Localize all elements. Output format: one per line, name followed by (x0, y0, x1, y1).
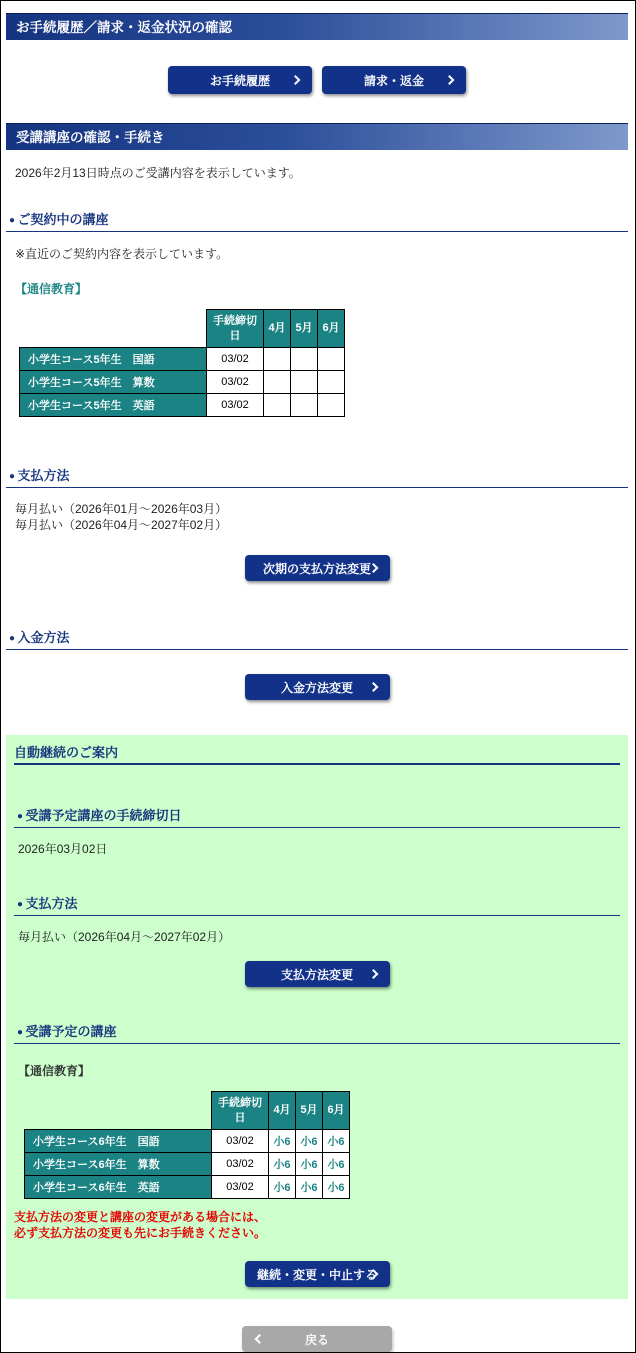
table-row (25, 1130, 350, 1153)
contracted-courses-table (19, 309, 345, 417)
deadline-column-header: 手続締切日 (207, 310, 264, 348)
page-title-bar (6, 13, 628, 40)
next-term-payment-change-button[interactable] (245, 555, 390, 581)
deadline-column-header: 手続締切日 (212, 1092, 269, 1130)
month-cell: 小6 (296, 1153, 323, 1176)
course-name-cell: 小学生コース6年生 英語 (25, 1176, 212, 1199)
payment-change-warning (14, 1209, 620, 1241)
month-cell: 小6 (269, 1130, 296, 1153)
renewal-payment-heading: ● 支払方法 (14, 893, 620, 916)
month-cell: 小6 (323, 1130, 350, 1153)
table-header-row (20, 310, 345, 348)
deposit-method-heading: ● 入金方法 (6, 627, 628, 650)
planned-deadline-heading: ● 受講予定講座の手続締切日 (14, 805, 620, 828)
page-content (6, 13, 628, 1352)
month-cell (264, 371, 291, 394)
warning-line: 支払方法の変更と講座の変更がある場合には、 (14, 1210, 267, 1224)
may-column-header: 5月 (296, 1092, 323, 1130)
month-cell: 小6 (323, 1153, 350, 1176)
month-cell (291, 371, 318, 394)
billing-refund-label: 請求・返金 (363, 73, 424, 88)
auto-renewal-title: 自動継続のご案内 (14, 742, 620, 765)
course-name-cell: 小学生コース6年生 国語 (25, 1130, 212, 1153)
month-cell (318, 348, 345, 371)
section-title-bar (6, 123, 628, 150)
deadline-cell: 03/02 (212, 1153, 269, 1176)
continue-change-cancel-label: 継続・変更・中止する (256, 1267, 377, 1282)
may-column-header: 5月 (291, 310, 318, 348)
contracted-note: ※直近のご契約内容を表示しています。 (15, 247, 229, 261)
planned-courses-heading: ● 受講予定の講座 (14, 1021, 620, 1044)
course-name-cell: 小学生コース5年生 国語 (20, 348, 207, 371)
month-cell: 小6 (323, 1176, 350, 1199)
deadline-cell: 03/02 (207, 394, 264, 417)
month-cell (264, 394, 291, 417)
deadline-cell: 03/02 (212, 1130, 269, 1153)
month-cell (318, 371, 345, 394)
contracted-courses-heading: ● ご契約中の講座 (6, 209, 628, 232)
table-header-row (25, 1092, 350, 1130)
table-row (20, 371, 345, 394)
payment-method-lines (6, 501, 628, 533)
warning-line: 必ず支払方法の変更も先にお手続きください。 (14, 1226, 267, 1240)
month-cell (318, 394, 345, 417)
section-title: 受講講座の確認・手続き (16, 130, 165, 145)
table-row (20, 348, 345, 371)
payment-line: 毎月払い（2026年01月～2026年03月） (15, 502, 228, 516)
month-cell (291, 394, 318, 417)
deposit-method-change-button[interactable] (245, 674, 390, 700)
back-button-label: 戻る (304, 1332, 329, 1347)
chevron-left-icon (255, 1334, 265, 1344)
continue-change-cancel-button[interactable] (245, 1261, 390, 1287)
month-cell (291, 348, 318, 371)
auto-renewal-section (6, 735, 628, 1299)
deadline-cell: 03/02 (207, 348, 264, 371)
next-term-payment-change-label: 次期の支払方法変更 (262, 561, 371, 576)
april-column-header: 4月 (269, 1092, 296, 1130)
planned-category-label: 【通信教育】 (18, 1064, 91, 1078)
planned-courses-table (24, 1091, 350, 1199)
back-button[interactable] (242, 1326, 392, 1352)
procedure-history-label: お手続履歴 (209, 73, 270, 88)
table-row (25, 1153, 350, 1176)
june-column-header: 6月 (318, 310, 345, 348)
payment-method-change-label: 支払方法変更 (280, 967, 353, 982)
payment-method-change-button[interactable] (245, 961, 390, 987)
table-row (20, 394, 345, 417)
payment-method-heading: ● 支払方法 (6, 465, 628, 488)
table-corner-blank (20, 310, 207, 348)
month-cell: 小6 (296, 1176, 323, 1199)
chevron-right-icon (445, 75, 455, 85)
month-cell: 小6 (269, 1153, 296, 1176)
month-cell (264, 348, 291, 371)
table-row (25, 1176, 350, 1199)
table-corner-blank (25, 1092, 212, 1130)
course-name-cell: 小学生コース6年生 算数 (25, 1153, 212, 1176)
month-cell: 小6 (269, 1176, 296, 1199)
chevron-right-icon (368, 682, 378, 692)
deadline-cell: 03/02 (212, 1176, 269, 1199)
nav-button-row (6, 66, 628, 94)
renewal-payment-line: 毎月払い（2026年04月～2027年02月） (18, 930, 231, 944)
course-name-cell: 小学生コース5年生 英語 (20, 394, 207, 417)
deposit-method-change-label: 入金方法変更 (280, 680, 353, 695)
contracted-category-label: 【通信教育】 (15, 282, 88, 296)
deadline-cell: 03/02 (207, 371, 264, 394)
as-of-note: 2026年2月13日時点のご受講内容を表示しています。 (15, 166, 301, 180)
page-title: お手続履歴／請求・返金状況の確認 (16, 20, 232, 35)
planned-deadline-value: 2026年03月02日 (18, 842, 108, 856)
month-cell: 小6 (296, 1130, 323, 1153)
procedure-history-button[interactable] (168, 66, 312, 94)
chevron-right-icon (291, 75, 301, 85)
course-name-cell: 小学生コース5年生 算数 (20, 371, 207, 394)
payment-line: 毎月払い（2026年04月～2027年02月） (15, 518, 228, 532)
june-column-header: 6月 (323, 1092, 350, 1130)
april-column-header: 4月 (264, 310, 291, 348)
billing-refund-button[interactable] (322, 66, 466, 94)
chevron-right-icon (368, 969, 378, 979)
